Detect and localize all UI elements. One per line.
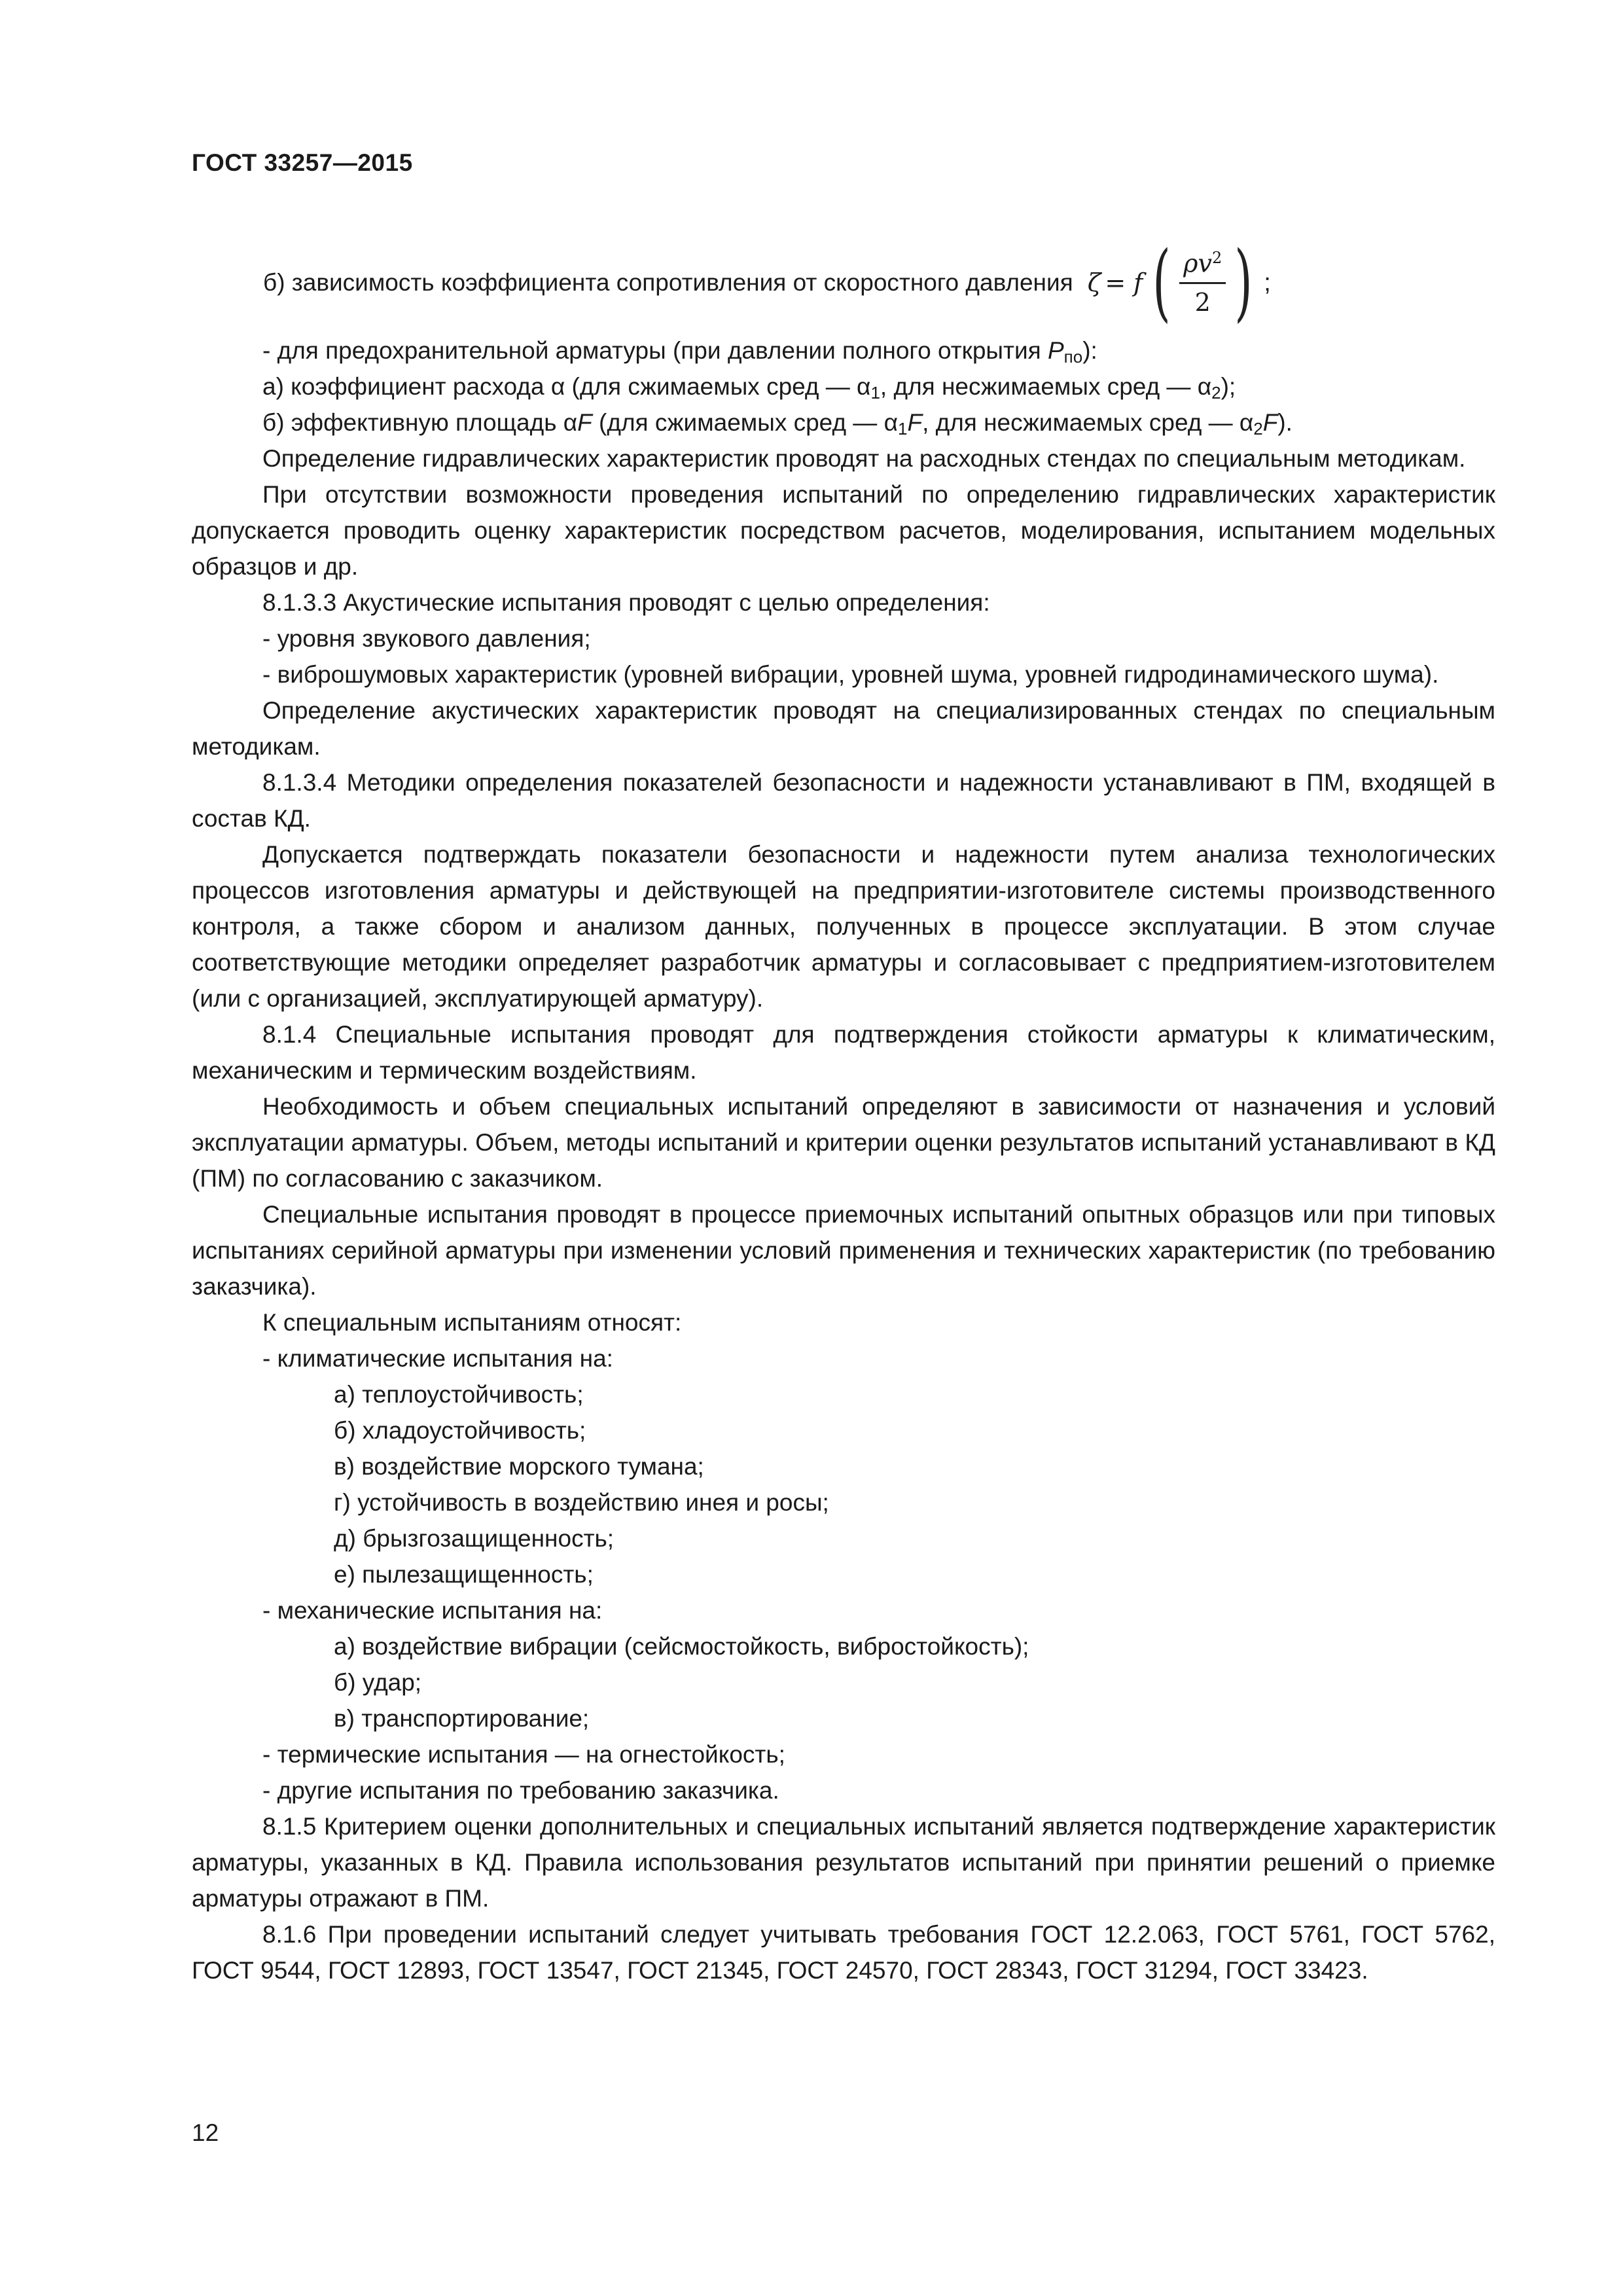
- text-segment: б) эффективную площадь α: [262, 409, 578, 436]
- text-segment: ):: [1082, 337, 1097, 364]
- section-8-1-3-4: 8.1.3.4 Методики определения показателей безопасности и надежности устанавливают в ПМ, входящей в состав КД.: [192, 769, 1495, 832]
- section-8-1-3-3: 8.1.3.3 Акустические испытания проводят с целью определения:: [262, 589, 990, 616]
- formula-left-paren: (: [1152, 234, 1171, 331]
- symbol-f: F: [1262, 409, 1278, 436]
- formula-line: [263, 234, 1271, 331]
- numerator-text: ρv: [1183, 249, 1212, 278]
- subscript-1: 1: [870, 383, 880, 403]
- subscript-1: 1: [897, 419, 908, 439]
- numerator-exponent: 2: [1211, 249, 1222, 268]
- list-item: - виброшумовых характеристик (уровней вибрации, уровней шума, уровней гидродинамического шума).: [262, 661, 1439, 688]
- text-segment: (для сжимаемых сред — α: [592, 409, 898, 436]
- symbol-f: F: [907, 409, 923, 436]
- symbol-f: F: [577, 409, 592, 436]
- section-8-1-4: 8.1.4 Специальные испытания проводят для подтверждения стойкости арматуры к климатическим, механическим и термическим воздействиям.: [192, 1021, 1495, 1084]
- paragraph: Допускается подтверждать показатели безопасности и надежности путем анализа технологических процессов изготовления арматуры и действующей на предприятии-изготовителе системы производственного контроля, а также сбором и анализом данных, полученных в процессе эксплуатации. В этом случае соответствующие методики определяет разработчик арматуры и согласовывает с предприятием-изготовителем (или с организацией, эксплуатирующей арматуру).: [192, 841, 1495, 1012]
- resistance-formula: [1087, 234, 1271, 331]
- page-number: 12: [192, 2119, 219, 2146]
- text-segment: , для несжимаемых сред — α: [880, 373, 1212, 400]
- paragraph: Определение акустических характеристик проводят на специализированных стендах по специальным методикам.: [192, 697, 1495, 760]
- sub-list-item: в) транспортирование;: [334, 1705, 590, 1732]
- formula-numerator: [1179, 249, 1226, 284]
- text-segment: , для несжимаемых сред — α: [922, 409, 1254, 436]
- formula-intro-text: б) зависимость коэффициента сопротивления от скоростного давления: [263, 269, 1073, 296]
- list-item: - уровня звукового давления;: [262, 625, 591, 652]
- document-header: ГОСТ 33257—2015: [192, 149, 413, 176]
- paragraph-safety-valve: [192, 332, 1495, 368]
- section-8-1-6: 8.1.6 При проведении испытаний следует учитывать требования ГОСТ 12.2.063, ГОСТ 5761, ГОСТ 5762, ГОСТ 9544, ГОСТ 12893, ГОСТ 13547, ГОСТ 21345, ГОСТ 24570, ГОСТ 28343, ГОСТ 31294, ГОСТ 33423.: [192, 1921, 1495, 1984]
- paragraph: Необходимость и объем специальных испытаний определяют в зависимости от назначения и условий эксплуатации арматуры. Объем, методы испытаний и критерии оценки результатов испытаний устанавливают в КД (ПМ) по согласованию с заказчиком.: [192, 1093, 1495, 1192]
- formula-semicolon: ;: [1264, 268, 1271, 296]
- formula-equals: =: [1105, 268, 1126, 297]
- sub-list-item: б) удар;: [334, 1669, 422, 1696]
- list-item-effective-area: [192, 404, 1495, 440]
- paragraph: Специальные испытания проводят в процессе приемочных испытаний опытных образцов или при типовых испытаниях серийной арматуры при изменении условий применения и технических характеристик (по требованию заказчика).: [192, 1201, 1495, 1300]
- formula-zeta: ζ: [1087, 268, 1101, 297]
- sub-list-item: д) брызгозащищенность;: [334, 1525, 615, 1552]
- sub-list-item: а) воздействие вибрации (сейсмостойкость, вибростойкость);: [334, 1633, 1029, 1660]
- list-item-thermal: - термические испытания — на огнестойкость;: [262, 1741, 785, 1768]
- sub-list-item: а) теплоустойчивость;: [334, 1381, 584, 1408]
- sub-list-item: в) воздействие морского тумана;: [334, 1453, 704, 1480]
- section-8-1-5: 8.1.5 Критерием оценки дополнительных и специальных испытаний является подтверждение характеристик арматуры, указанных в КД. Правила использования результатов испытаний при принятии решений о приемке арматуры отражают в ПМ.: [192, 1813, 1495, 1912]
- text-segment: ).: [1277, 409, 1293, 436]
- paragraph: При отсутствии возможности проведения испытаний по определению гидравлических характеристик допускается проводить оценку характеристик посредством расчетов, моделирования, испытанием модельных образцов и др.: [192, 481, 1495, 580]
- subscript-2: 2: [1211, 383, 1221, 403]
- symbol-p: P: [1047, 337, 1064, 364]
- text-segment: );: [1221, 373, 1236, 400]
- sub-list-item: е) пылезащищенность;: [334, 1561, 594, 1588]
- formula-fraction: [1179, 249, 1226, 317]
- list-item-other: - другие испытания по требованию заказчика.: [262, 1777, 779, 1804]
- list-item-climatic: - климатические испытания на:: [262, 1345, 613, 1372]
- document-body: [192, 332, 1495, 1988]
- sub-list-item: г) устойчивость в воздействию инея и росы;: [334, 1489, 829, 1516]
- subscript-po: по: [1063, 347, 1083, 367]
- paragraph: Определение гидравлических характеристик проводят на расходных стендах по специальным методикам.: [262, 445, 1466, 472]
- formula-denominator: 2: [1194, 287, 1211, 317]
- text-segment: а) коэффициент расхода α (для сжимаемых сред — α: [262, 373, 871, 400]
- subscript-2: 2: [1253, 419, 1263, 439]
- formula-function: f: [1133, 268, 1143, 297]
- paragraph: К специальным испытаниям относят:: [262, 1309, 682, 1336]
- sub-list-item: б) хладоустойчивость;: [334, 1417, 586, 1444]
- list-item-mechanical: - механические испытания на:: [262, 1597, 603, 1624]
- text-segment: - для предохранительной арматуры (при давлении полного открытия: [262, 337, 1048, 364]
- formula-right-paren: ): [1234, 234, 1253, 331]
- list-item-flow-coefficient: [192, 368, 1495, 404]
